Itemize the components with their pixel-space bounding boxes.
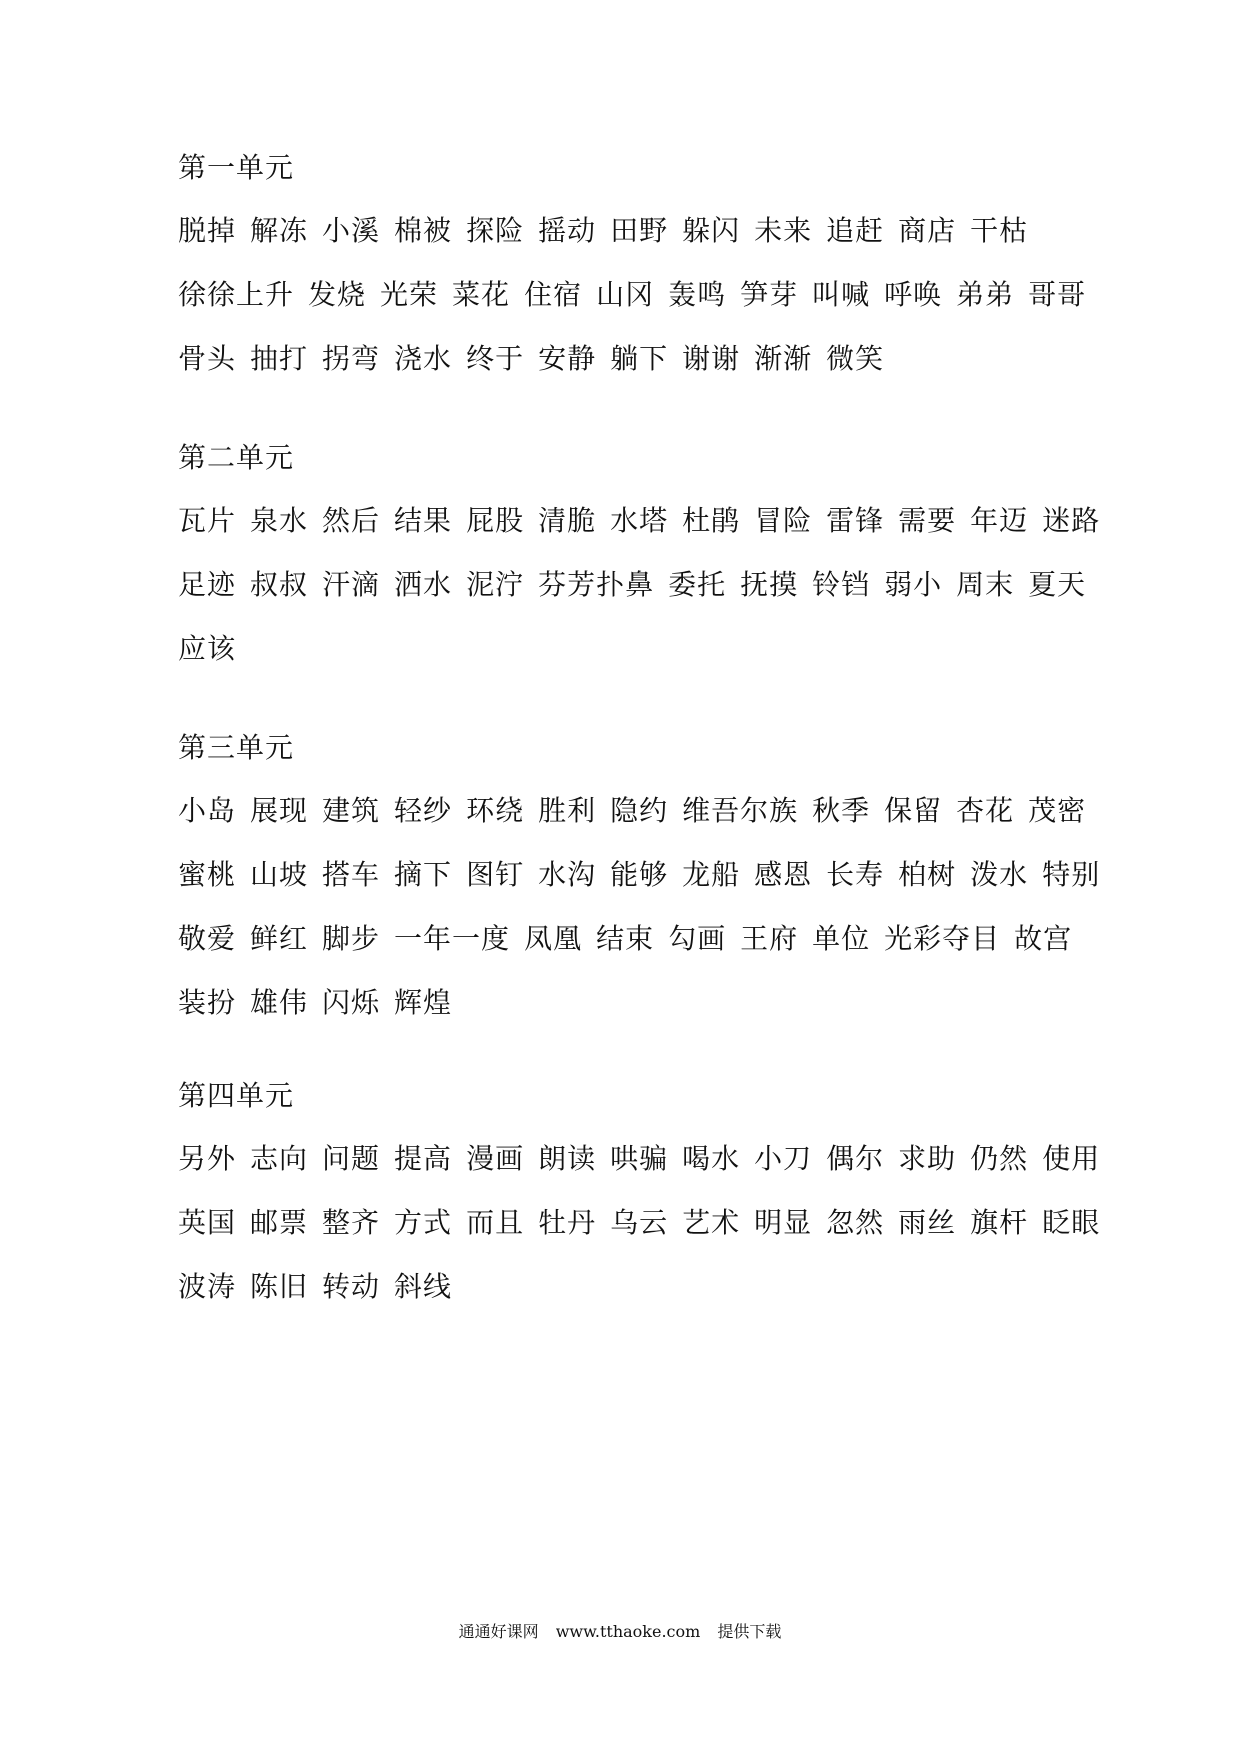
word-line <box>178 1267 1178 1331</box>
vocabulary-word: 脚步 <box>322 922 381 955</box>
vocabulary-word: 呼唤 <box>884 278 943 311</box>
vocabulary-word: 忽然 <box>826 1206 885 1239</box>
vocabulary-word: 杜鹃 <box>682 504 741 537</box>
vocabulary-word: 求助 <box>898 1142 957 1175</box>
vocabulary-word: 冒险 <box>754 504 813 537</box>
vocabulary-word: 清脆 <box>538 504 597 537</box>
vocabulary-word: 问题 <box>322 1142 381 1175</box>
vocabulary-word: 特别 <box>1042 858 1101 891</box>
vocabulary-word: 感恩 <box>754 858 813 891</box>
word-list <box>178 1139 1178 1331</box>
vocabulary-word: 偶尔 <box>826 1142 885 1175</box>
vocabulary-word: 长寿 <box>826 858 885 891</box>
vocabulary-word: 洒水 <box>394 568 453 601</box>
vocabulary-word: 委托 <box>668 568 727 601</box>
vocabulary-word: 光彩夺目 <box>884 922 1001 955</box>
vocabulary-word: 周末 <box>956 568 1015 601</box>
vocabulary-word: 脱掉 <box>178 214 237 247</box>
vocabulary-word: 眨眼 <box>1042 1206 1101 1239</box>
vocabulary-word: 拐弯 <box>322 342 381 375</box>
vocabulary-word: 弟弟 <box>956 278 1015 311</box>
vocabulary-word: 雄伟 <box>250 986 309 1019</box>
vocabulary-word: 能够 <box>610 858 669 891</box>
vocabulary-word: 仍然 <box>970 1142 1029 1175</box>
vocabulary-word: 凤凰 <box>524 922 583 955</box>
vocabulary-word: 汗滴 <box>322 568 381 601</box>
vocabulary-word: 迷路 <box>1042 504 1101 537</box>
vocabulary-word: 需要 <box>898 504 957 537</box>
vocabulary-word: 然后 <box>322 504 381 537</box>
vocabulary-word: 芬芳扑鼻 <box>538 568 655 601</box>
vocabulary-word: 建筑 <box>322 794 381 827</box>
vocabulary-word: 整齐 <box>322 1206 381 1239</box>
vocabulary-word: 小溪 <box>322 214 381 247</box>
vocabulary-word: 英国 <box>178 1206 237 1239</box>
vocabulary-word: 菜花 <box>452 278 511 311</box>
vocabulary-word: 保留 <box>884 794 943 827</box>
vocabulary-word: 叔叔 <box>250 568 309 601</box>
vocabulary-word: 陈旧 <box>250 1270 309 1303</box>
vocabulary-word: 一年一度 <box>394 922 511 955</box>
word-line <box>178 501 1178 565</box>
word-line <box>178 211 1178 275</box>
vocabulary-word: 茂密 <box>1028 794 1087 827</box>
unit-section-4 <box>178 1076 1178 1331</box>
word-list <box>178 791 1178 1047</box>
vocabulary-word: 田野 <box>610 214 669 247</box>
vocabulary-word: 水塔 <box>610 504 669 537</box>
unit-section-2 <box>178 438 1178 693</box>
vocabulary-word: 探险 <box>466 214 525 247</box>
vocabulary-word: 夏天 <box>1028 568 1087 601</box>
vocabulary-word: 徐徐上升 <box>178 278 295 311</box>
vocabulary-word: 雷锋 <box>826 504 885 537</box>
vocabulary-word: 单位 <box>812 922 871 955</box>
word-line <box>178 629 1178 693</box>
vocabulary-word: 安静 <box>538 342 597 375</box>
unit-title: 第二单元 <box>178 441 295 474</box>
unit-title: 第四单元 <box>178 1079 295 1112</box>
vocabulary-word: 杏花 <box>956 794 1015 827</box>
vocabulary-word: 柏树 <box>898 858 957 891</box>
vocabulary-word: 斜线 <box>394 1270 453 1303</box>
footer-url[interactable]: www.tthaoke.com <box>555 1622 701 1641</box>
vocabulary-word: 足迹 <box>178 568 237 601</box>
unit-section-1 <box>178 148 1178 403</box>
vocabulary-word: 胜利 <box>538 794 597 827</box>
unit-title: 第一单元 <box>178 151 295 184</box>
vocabulary-word: 笋芽 <box>740 278 799 311</box>
vocabulary-word: 渐渐 <box>754 342 813 375</box>
vocabulary-word: 维吾尔族 <box>682 794 799 827</box>
vocabulary-word: 铃铛 <box>812 568 871 601</box>
vocabulary-word: 未来 <box>754 214 813 247</box>
vocabulary-word: 解冻 <box>250 214 309 247</box>
vocabulary-word: 漫画 <box>466 1142 525 1175</box>
word-line <box>178 339 1178 403</box>
vocabulary-word: 摇动 <box>538 214 597 247</box>
vocabulary-word: 骨头 <box>178 342 237 375</box>
vocabulary-word: 隐约 <box>610 794 669 827</box>
vocabulary-word: 商店 <box>898 214 957 247</box>
vocabulary-word: 蜜桃 <box>178 858 237 891</box>
vocabulary-word: 勾画 <box>668 922 727 955</box>
vocabulary-word: 图钉 <box>466 858 525 891</box>
word-line <box>178 919 1178 983</box>
vocabulary-word: 山冈 <box>596 278 655 311</box>
vocabulary-word: 摘下 <box>394 858 453 891</box>
word-line <box>178 275 1178 339</box>
vocabulary-word: 屁股 <box>466 504 525 537</box>
vocabulary-word: 抽打 <box>250 342 309 375</box>
vocabulary-word: 环绕 <box>466 794 525 827</box>
vocabulary-word: 住宿 <box>524 278 583 311</box>
word-line <box>178 855 1178 919</box>
footer-suffix: 提供下载 <box>717 1622 782 1641</box>
word-line <box>178 791 1178 855</box>
vocabulary-word: 哄骗 <box>610 1142 669 1175</box>
vocabulary-word: 小岛 <box>178 794 237 827</box>
vocabulary-word: 雨丝 <box>898 1206 957 1239</box>
vocabulary-word: 结束 <box>596 922 655 955</box>
vocabulary-word: 干枯 <box>970 214 1029 247</box>
vocabulary-word: 波涛 <box>178 1270 237 1303</box>
footer-site-name: 通通好课网 <box>458 1622 539 1641</box>
vocabulary-word: 叫喊 <box>812 278 871 311</box>
word-line <box>178 565 1178 629</box>
vocabulary-word: 谢谢 <box>682 342 741 375</box>
vocabulary-word: 王府 <box>740 922 799 955</box>
vocabulary-word: 抚摸 <box>740 568 799 601</box>
vocabulary-word: 应该 <box>178 632 237 665</box>
vocabulary-word: 而且 <box>466 1206 525 1239</box>
vocabulary-word: 邮票 <box>250 1206 309 1239</box>
vocabulary-word: 结果 <box>394 504 453 537</box>
vocabulary-word: 使用 <box>1042 1142 1101 1175</box>
vocabulary-word: 辉煌 <box>394 986 453 1019</box>
vocabulary-word: 喝水 <box>682 1142 741 1175</box>
vocabulary-word: 方式 <box>394 1206 453 1239</box>
footer <box>0 1620 1240 1644</box>
vocabulary-word: 旗杆 <box>970 1206 1029 1239</box>
vocabulary-word: 另外 <box>178 1142 237 1175</box>
vocabulary-word: 搭车 <box>322 858 381 891</box>
word-list <box>178 211 1178 403</box>
vocabulary-word: 艺术 <box>682 1206 741 1239</box>
vocabulary-word: 微笑 <box>826 342 885 375</box>
vocabulary-word: 明显 <box>754 1206 813 1239</box>
vocabulary-word: 追赶 <box>826 214 885 247</box>
vocabulary-word: 志向 <box>250 1142 309 1175</box>
vocabulary-word: 提高 <box>394 1142 453 1175</box>
vocabulary-word: 哥哥 <box>1028 278 1087 311</box>
vocabulary-word: 轻纱 <box>394 794 453 827</box>
word-list <box>178 501 1178 693</box>
vocabulary-word: 故宫 <box>1014 922 1073 955</box>
vocabulary-word: 光荣 <box>380 278 439 311</box>
vocabulary-word: 浇水 <box>394 342 453 375</box>
vocabulary-word: 泼水 <box>970 858 1029 891</box>
vocabulary-word: 山坡 <box>250 858 309 891</box>
vocabulary-word: 轰鸣 <box>668 278 727 311</box>
word-line <box>178 983 1178 1047</box>
vocabulary-word: 弱小 <box>884 568 943 601</box>
vocabulary-word: 终于 <box>466 342 525 375</box>
vocabulary-word: 棉被 <box>394 214 453 247</box>
vocabulary-word: 秋季 <box>812 794 871 827</box>
word-line <box>178 1139 1178 1203</box>
unit-section-3 <box>178 728 1178 1047</box>
vocabulary-word: 躺下 <box>610 342 669 375</box>
vocabulary-word: 闪烁 <box>322 986 381 1019</box>
vocabulary-word: 发烧 <box>308 278 367 311</box>
vocabulary-word: 朗读 <box>538 1142 597 1175</box>
vocabulary-word: 泥泞 <box>466 568 525 601</box>
vocabulary-word: 泉水 <box>250 504 309 537</box>
vocabulary-word: 乌云 <box>610 1206 669 1239</box>
vocabulary-word: 鲜红 <box>250 922 309 955</box>
vocabulary-word: 瓦片 <box>178 504 237 537</box>
vocabulary-word: 小刀 <box>754 1142 813 1175</box>
unit-title: 第三单元 <box>178 731 295 764</box>
vocabulary-word: 敬爱 <box>178 922 237 955</box>
vocabulary-word: 龙船 <box>682 858 741 891</box>
vocabulary-word: 年迈 <box>970 504 1029 537</box>
vocabulary-word: 躲闪 <box>682 214 741 247</box>
word-line <box>178 1203 1178 1267</box>
vocabulary-word: 装扮 <box>178 986 237 1019</box>
vocabulary-word: 牡丹 <box>538 1206 597 1239</box>
vocabulary-word: 转动 <box>322 1270 381 1303</box>
vocabulary-word: 水沟 <box>538 858 597 891</box>
vocabulary-word: 展现 <box>250 794 309 827</box>
